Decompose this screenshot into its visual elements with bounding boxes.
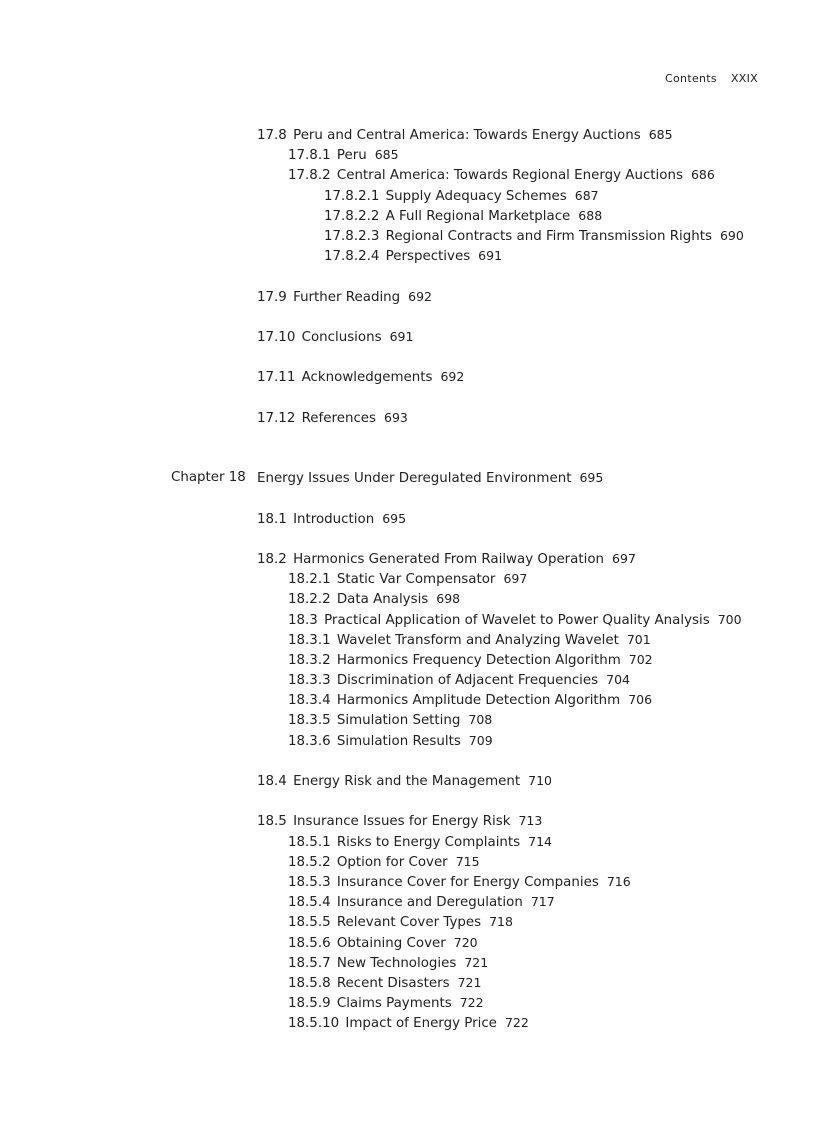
- toc-page: 692: [408, 288, 433, 304]
- toc-entry: [0, 630, 816, 650]
- toc-entry: [0, 589, 816, 609]
- toc-number: 18.3.3: [288, 673, 331, 689]
- toc-page: 692: [440, 369, 465, 385]
- toc-title: New Technologies: [336, 955, 457, 971]
- toc-page: 714: [528, 833, 552, 849]
- toc-title: A Full Regional Marketplace: [385, 208, 571, 224]
- toc-title: Risks to Energy Complaints: [336, 834, 521, 850]
- toc-entry: [0, 811, 816, 831]
- toc-title: Acknowledgements: [301, 370, 433, 386]
- toc-title: Discrimination of Adjacent Frequencies: [336, 673, 599, 689]
- toc-page: 704: [606, 672, 630, 688]
- toc-entry: [0, 993, 816, 1013]
- toc-page: 691: [478, 248, 503, 264]
- toc-title: Static Var Compensator: [336, 572, 496, 588]
- toc-title: Recent Disasters: [336, 975, 450, 991]
- toc-number: 18.5.5: [288, 915, 331, 931]
- toc-number: 18.2.2: [288, 592, 331, 608]
- toc-entry: [0, 569, 816, 589]
- toc-title: Option for Cover: [336, 854, 448, 870]
- toc-title: Practical Application of Wavelet to Power Quality Analysis: [324, 612, 710, 628]
- toc-number: 18.3.6: [288, 733, 331, 749]
- toc-number: 18.5.10: [288, 1016, 340, 1032]
- table-of-contents: [0, 125, 816, 1033]
- toc-title: Introduction: [293, 511, 375, 527]
- toc-entry: [0, 287, 816, 307]
- toc-number: 18.5.7: [288, 955, 331, 971]
- toc-entry: [0, 852, 816, 872]
- toc-title: Conclusions: [301, 329, 382, 345]
- toc-title: Simulation Results: [336, 733, 461, 749]
- chapter-entry: [0, 468, 816, 488]
- toc-title: Harmonics Amplitude Detection Algorithm: [336, 693, 621, 709]
- toc-entry: [0, 367, 816, 387]
- toc-number: 18.5.8: [288, 975, 331, 991]
- toc-page: 702: [628, 651, 653, 667]
- toc-number: 17.9: [257, 289, 287, 305]
- toc-page: 716: [606, 873, 631, 889]
- toc-entry: [0, 953, 816, 973]
- toc-entry: [0, 145, 816, 165]
- toc-page: 693: [384, 409, 408, 425]
- toc-title: Obtaining Cover: [336, 935, 446, 951]
- toc-title: Peru: [336, 148, 367, 164]
- toc-number: 18.5.3: [288, 874, 331, 890]
- toc-entry: [0, 226, 816, 246]
- toc-title: Insurance and Deregulation: [336, 895, 523, 911]
- toc-title: Data Analysis: [336, 592, 429, 608]
- toc-number: 18.3.2: [288, 652, 331, 668]
- toc-page: 697: [612, 550, 636, 566]
- toc-number: 17.8.2.1: [324, 188, 380, 204]
- toc-title: Energy Risk and the Management: [293, 774, 521, 790]
- toc-entry: [0, 246, 816, 266]
- toc-page: 721: [457, 974, 482, 990]
- toc-page: 701: [626, 631, 651, 647]
- running-head-section: Contents: [665, 72, 717, 85]
- toc-number: 18.2.1: [288, 572, 331, 588]
- toc-entry: [0, 912, 816, 932]
- toc-number: 18.5.6: [288, 935, 331, 951]
- toc-number: 18.5.4: [288, 895, 331, 911]
- toc-page: 708: [468, 712, 493, 728]
- toc-title: Insurance Issues for Energy Risk: [293, 814, 511, 830]
- toc-number: 17.8.2.3: [324, 228, 380, 244]
- toc-entry: [0, 690, 816, 710]
- toc-entry: [0, 650, 816, 670]
- toc-page: 691: [389, 328, 414, 344]
- toc-title: Harmonics Generated From Railway Operation: [293, 551, 605, 567]
- toc-entry: [0, 731, 816, 751]
- toc-title: References: [301, 410, 377, 426]
- toc-number: 18.3.4: [288, 693, 331, 709]
- toc-page: 706: [628, 692, 653, 708]
- toc-title: Wavelet Transform and Analyzing Wavelet: [336, 632, 619, 648]
- toc-page: 698: [436, 591, 461, 607]
- toc-number: 17.8.2.4: [324, 249, 380, 265]
- toc-number: 17.12: [257, 410, 296, 426]
- toc-title: Supply Adequacy Schemes: [385, 188, 567, 204]
- toc-number: 17.11: [257, 370, 296, 386]
- toc-entry: [0, 610, 816, 630]
- toc-number: 18.4: [257, 774, 287, 790]
- toc-title: Impact of Energy Price: [345, 1016, 497, 1032]
- toc-page: 686: [690, 167, 715, 183]
- toc-number: 18.3.1: [288, 632, 331, 648]
- toc-entry: [0, 973, 816, 993]
- toc-page: 722: [504, 1015, 529, 1031]
- toc-entry: [0, 186, 816, 206]
- toc-page: 690: [719, 227, 744, 243]
- toc-page: 722: [459, 995, 484, 1011]
- toc-title: Regional Contracts and Firm Transmission Rights: [385, 228, 712, 244]
- toc-entry: [0, 832, 816, 852]
- toc-number: 18.5.9: [288, 996, 331, 1012]
- toc-entry: [0, 670, 816, 690]
- toc-page: 720: [453, 934, 478, 950]
- running-head: [0, 72, 758, 85]
- toc-page: 713: [518, 813, 543, 829]
- toc-title: Relevant Cover Types: [336, 915, 482, 931]
- toc-entry: [0, 165, 816, 185]
- toc-page: 697: [503, 571, 528, 587]
- toc-entry: [0, 892, 816, 912]
- toc-number: 18.1: [257, 511, 287, 527]
- toc-number: 17.8.2: [288, 168, 331, 184]
- toc-entry: [0, 125, 816, 145]
- toc-number: 17.8.1: [288, 148, 331, 164]
- toc-number: 18.5: [257, 814, 287, 830]
- toc-entry: [0, 206, 816, 226]
- running-head-page-number: XXIX: [730, 72, 758, 85]
- toc-page: 685: [648, 127, 673, 142]
- chapter-title: Energy Issues Under Deregulated Environment: [257, 471, 572, 487]
- toc-entry: [0, 872, 816, 892]
- toc-entry: [0, 771, 816, 791]
- toc-title: Harmonics Frequency Detection Algorithm: [336, 652, 621, 668]
- toc-page: 695: [382, 510, 407, 526]
- toc-page: 721: [464, 954, 489, 970]
- toc-title: Further Reading: [293, 289, 401, 305]
- chapter-label: Chapter 18: [171, 470, 246, 486]
- toc-number: 18.3.5: [288, 713, 331, 729]
- toc-entry: [0, 509, 816, 529]
- toc-page: 700: [717, 611, 742, 627]
- toc-page: 695: [579, 470, 604, 486]
- toc-number: 17.8.2.2: [324, 208, 380, 224]
- toc-entry: [0, 710, 816, 730]
- toc-page: 718: [489, 914, 513, 930]
- toc-number: 17.10: [257, 329, 296, 345]
- toc-entry: [0, 408, 816, 428]
- toc-title: Claims Payments: [336, 996, 452, 1012]
- toc-number: 18.5.2: [288, 854, 331, 870]
- toc-number: 18.5.1: [288, 834, 331, 850]
- toc-entry: [0, 933, 816, 953]
- toc-title: Insurance Cover for Energy Companies: [336, 874, 599, 890]
- toc-page: 715: [455, 853, 480, 869]
- toc-title: Perspectives: [385, 249, 471, 265]
- toc-title: Simulation Setting: [336, 713, 461, 729]
- toc-title: Central America: Towards Regional Energy Auctions: [336, 168, 683, 184]
- toc-page: 685: [374, 147, 399, 163]
- toc-page: 710: [528, 773, 552, 789]
- toc-number: 17.8: [257, 128, 287, 143]
- toc-number: 18.2: [257, 551, 287, 567]
- toc-entry: [0, 549, 816, 569]
- toc-page: 687: [574, 187, 599, 203]
- toc-number: 18.3: [288, 612, 318, 628]
- toc-page: 709: [468, 732, 493, 748]
- toc-page: 688: [578, 207, 603, 223]
- toc-page: 717: [530, 894, 555, 910]
- toc-title: Peru and Central America: Towards Energy Auctions: [293, 128, 641, 143]
- toc-entry: [0, 1013, 816, 1033]
- toc-entry: [0, 327, 816, 347]
